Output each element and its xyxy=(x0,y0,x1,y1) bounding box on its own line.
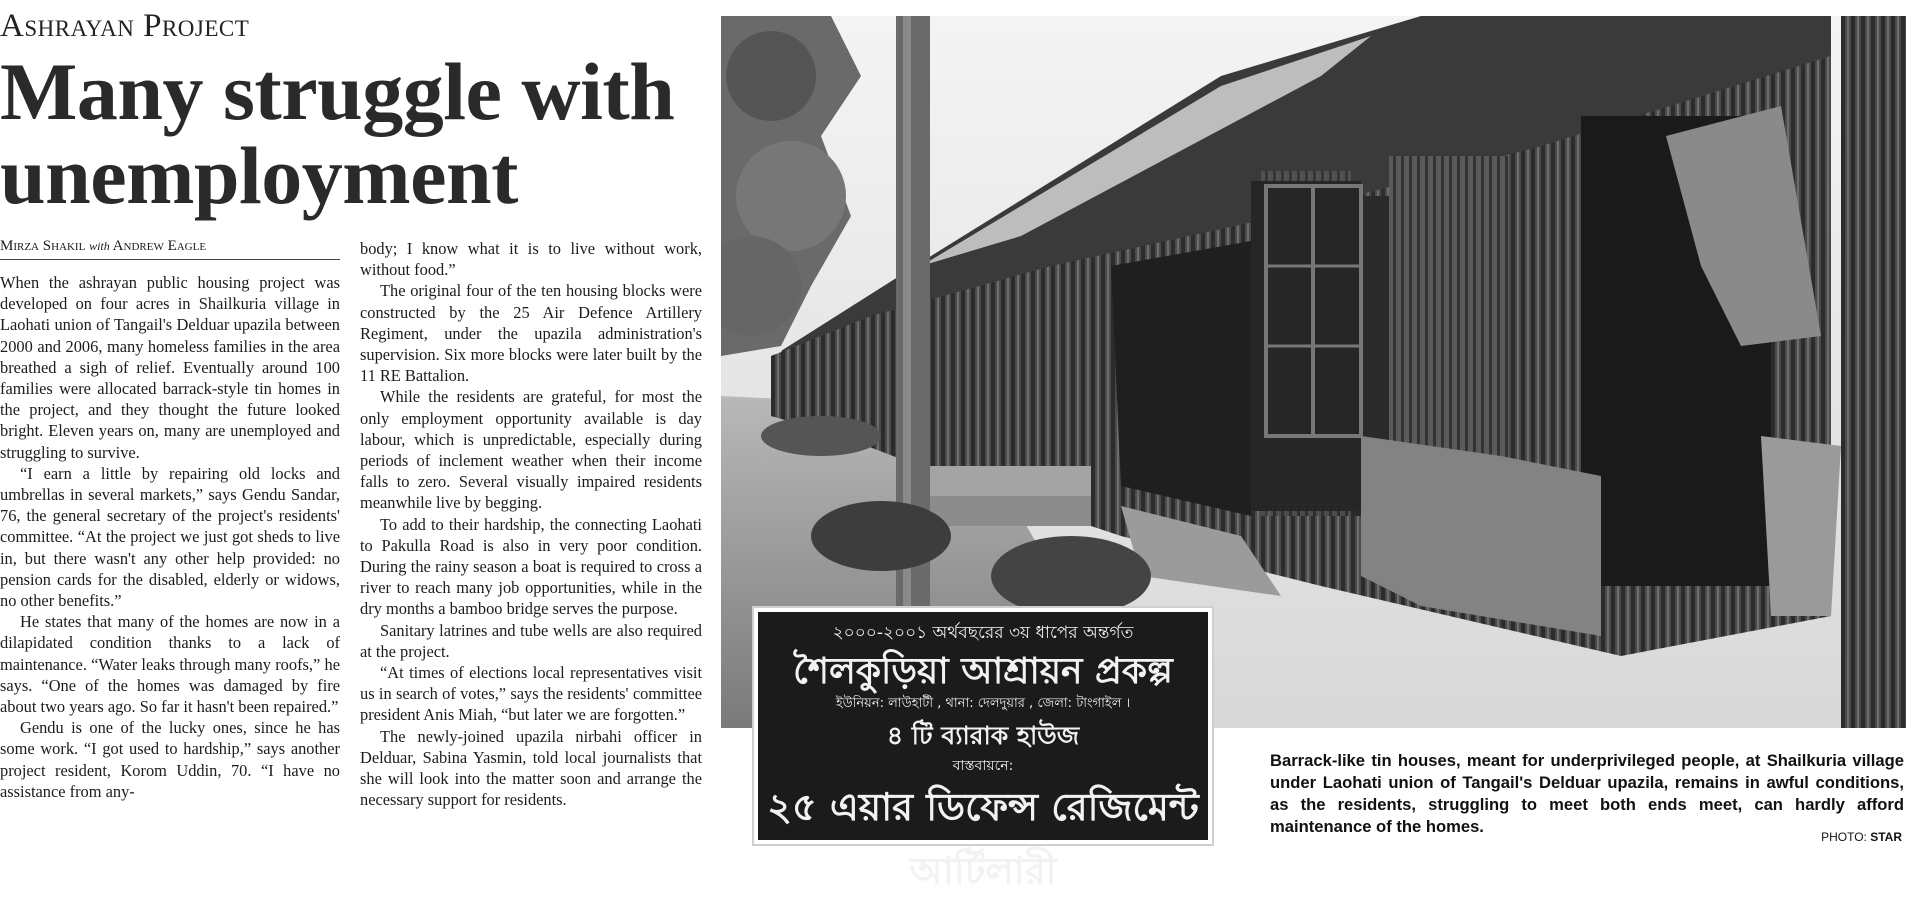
sign-line: ২৫ এয়ার ডিফেন্স রেজিমেন্ট আর্টিলারী xyxy=(767,785,1199,893)
paragraph: Gendu is one of the lucky ones, since he has some work. “I got used to hardship,” says another project resident, Korom Uddin, 70. “I have no assistance from any- xyxy=(0,718,340,801)
paragraph: The newly-joined upazila nirbahi officer in Delduar, Sabina Yasmin, told local journalists that she will look into the matter soon and arrange the necessary support for residents. xyxy=(360,726,702,810)
sign-line: ৪ টি ব্যারাক হাউজ xyxy=(886,721,1080,750)
section-kicker: Ashrayan Project xyxy=(0,8,250,44)
paragraph: “At times of elections local representatives visit us in search of votes,” says the residents' committee president Anis Miah, “but later we are forgotten.” xyxy=(360,663,702,725)
photo-caption: Barrack-like tin houses, meant for underprivileged people, at Shailkuria village under Laohati union of Tangail's Delduar upazila, remains in awful conditions, as the residents, struggling to meet both ends meet, can hardly afford maintenance of the homes. xyxy=(1270,751,1904,836)
paragraph: He states that many of the homes are now in a dilapidated condition thanks to a lack of maintenance. “Water leaks through many roofs,” he says. “One of the homes was damaged by fire about two years ago. So far it hasn't been repaired.” xyxy=(0,612,340,717)
paragraph: body; I know what it is to live without work, without food.” xyxy=(360,239,702,280)
byline xyxy=(0,238,340,260)
photo-credit xyxy=(1821,830,1902,844)
paragraph: When the ashrayan public housing project was developed on four acres in Shailkuria village in Laohati union of Tangail's Delduar upazila between 2000 and 2006, many homeless families in the area breathed a sigh of relief. Eventually around 100 families were allocated barrack-style tin homes in the project, and they thought the future looked bright. Eleven years on, many are unemployed and struggling to survive. xyxy=(0,273,340,462)
paragraph: Sanitary latrines and tube wells are also required at the project. xyxy=(360,620,702,661)
sign-line: বাস্তবায়নে: xyxy=(952,758,1014,774)
sign-line: ইউনিয়ন: লাউহাটী , থানা: দেলদুয়ার , জেলা: টাংগাইল । xyxy=(835,696,1131,711)
paragraph: “I earn a little by repairing old locks and umbrellas in several markets,” says Gendu Sandar, 76, the general secretary of the project's residents' committee. “At the project we just got sheds to live in, but there wasn't any other help provided: no pension cards for the disabled, elderly or widows, no other benefits.” xyxy=(0,463,340,611)
credit-source: STAR xyxy=(1870,830,1902,844)
author-name: Mirza Shakil xyxy=(0,238,86,254)
sign-line: ২০০০-২০০১ অর্থবছরের ৩য় ধাপের অন্তর্গত xyxy=(832,623,1134,643)
paragraph: To add to their hardship, the connecting Laohati to Pakulla Road is also in very poor condition. During the rainy season a boat is required to cross a river to reach many job opportunities, while in the dry months a bamboo bridge serves the purpose. xyxy=(360,514,702,619)
byline-with: with xyxy=(89,239,110,253)
project-signboard xyxy=(752,606,1214,893)
paragraph: While the residents are grateful, for most the only employment opportunity available is day labour, which is unpredictable, especially during periods of inclement weather when their income falls to zero. Several visually impaired residents meanwhile live by begging. xyxy=(360,387,702,513)
article-headline: Many struggle with unemployment xyxy=(0,46,675,221)
sign-title: শৈলকুড়িয়া আশ্রায়ন প্রকল্প xyxy=(793,651,1173,692)
credit-label: PHOTO: xyxy=(1821,830,1867,844)
coauthor-name: Andrew Eagle xyxy=(112,238,207,254)
article-column-2 xyxy=(360,238,702,810)
paragraph: The original four of the ten housing blocks were constructed by the 25 Air Defence Artillery Regiment, under the upazila administration's supervision. Six more blocks were later built by the 11 RE Battalion. xyxy=(360,281,702,386)
article-column-1 xyxy=(0,272,340,802)
